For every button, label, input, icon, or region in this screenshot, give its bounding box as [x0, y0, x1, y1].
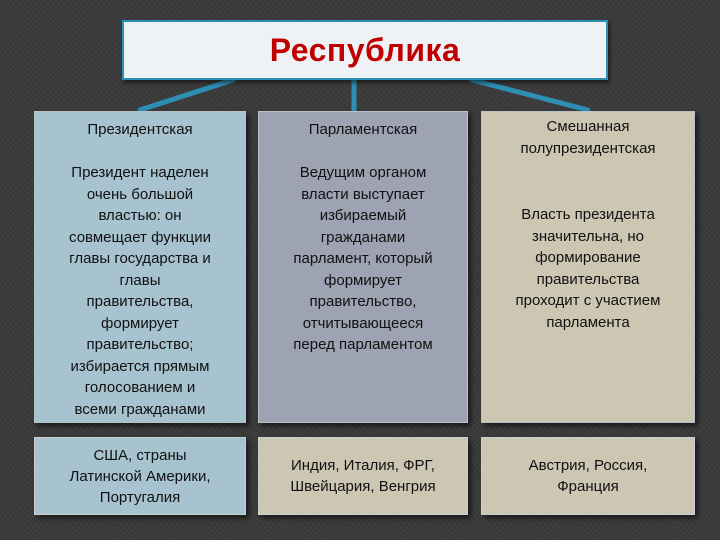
mixed-examples: Австрия, Россия, Франция	[528, 457, 648, 495]
mixed-examples-box	[481, 437, 695, 515]
presidential-column	[34, 111, 246, 423]
title-box	[122, 20, 608, 80]
presidential-header: Президентская	[87, 121, 193, 138]
parliamentary-description: Ведущим органом власти выступает избираемый гражданами парламент, который формирует правительство, отчитывающееся перед парламентом	[293, 164, 433, 353]
presidential-examples: США, страны Латинской Америки, Португалия	[69, 446, 211, 506]
mixed-header: Смешанная полупрезидентская	[520, 118, 656, 157]
connector-to-mixed	[472, 80, 588, 110]
mixed-column	[481, 111, 695, 423]
presidential-description: Президент наделен очень большой властью: он совмещает функции главы государства и главы правительства, формирует правительство; избирается прямым голосованием и всеми гражданами	[69, 164, 211, 418]
parliamentary-column	[258, 111, 468, 423]
connector-to-presidential	[140, 80, 233, 110]
mixed-description: Власть президента значительна, но формирование правительства проходит с участием парламента	[515, 206, 661, 331]
diagram-title: Республика	[269, 31, 461, 68]
presidential-examples-box	[34, 437, 246, 515]
parliamentary-examples: Индия, Италия, ФРГ, Швейцария, Венгрия	[290, 457, 436, 495]
parliamentary-header: Парламентская	[308, 121, 418, 138]
parliamentary-examples-box	[258, 437, 468, 515]
